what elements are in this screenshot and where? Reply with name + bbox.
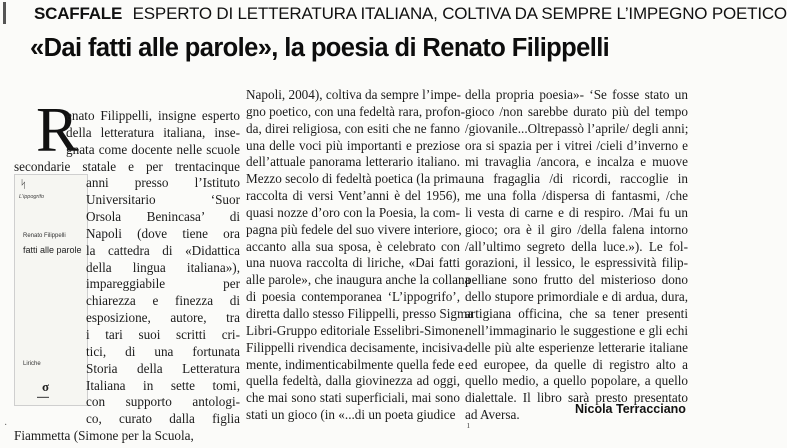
- text-line: della lingua italiana»),: [86, 259, 240, 275]
- cover-genre: Liriche: [23, 361, 41, 367]
- text-line: co, curato dalla figlia: [86, 411, 240, 427]
- text-line: diretta dallo stesso Filippelli, presso Sigma: [246, 305, 474, 321]
- text-line: una fragaglia /di ricordi, raccoglie in: [465, 171, 688, 187]
- cover-series-name: L’ippogrifo: [19, 194, 45, 200]
- text-line: Libri-Gruppo editoriale Esselibri-Simone.: [246, 322, 468, 338]
- text-line: gnata come docente nelle scuole: [66, 141, 240, 157]
- scan-mark: ·: [4, 420, 8, 431]
- text-line: ed europee, da quelle di registro alto a: [465, 356, 688, 372]
- pegasus-logo-icon: ᛋ: [20, 179, 27, 191]
- text-line: enato Filippelli, insigne esperto: [66, 108, 240, 123]
- text-line: alle parole», che inaugura anche la collana: [246, 272, 471, 288]
- text-line: me una folla /dispersa di fantasmi, /che: [465, 188, 688, 204]
- text-line: nell’immaginario le suggestione e gli echi: [465, 322, 688, 338]
- drop-cap: R: [36, 94, 79, 165]
- text-line: con supporto antologi-: [86, 394, 240, 410]
- text-line: di poesia contemporanea ‘L’ippogrifo’,: [246, 289, 460, 305]
- text-line: quasi nozze d’oro con la Poesia, la com-: [246, 204, 460, 220]
- text-line: /all’ultimo segreto della luce.»). Le fol-: [465, 238, 688, 254]
- text-line: Universitario ‘Suor: [86, 192, 240, 208]
- text-line: gno poetico, con una fedeltà rara, profon-: [246, 103, 465, 119]
- text-line: da, direi religiosa, con esiti che ne fanno: [246, 120, 460, 136]
- cover-author: Renato Filippelli: [23, 233, 66, 239]
- text-line: dialettale. Il libro sarà presto presentato: [465, 390, 688, 406]
- article-column-1: [14, 108, 240, 445]
- text-line: pagna più fedele del suo vivere interiore,: [246, 221, 462, 237]
- text-line: accanto alla sua sposa, è celebrato con: [246, 238, 460, 254]
- text-line: della letteratura italiana, inse-: [66, 124, 240, 140]
- publisher-mark-icon: ▬▬▬: [37, 394, 49, 399]
- text-line: una nuova raccolta di liriche, «Dai fatti: [246, 255, 460, 271]
- text-line: Mezzo secolo di fedeltà poetica (la prima: [246, 171, 465, 187]
- text-line: secondarie statale e per trentacinque: [14, 158, 240, 174]
- cover-title: fatti alle parole: [23, 245, 82, 255]
- text-line: dello stupore primordiale e di ardua, dura,: [465, 289, 688, 305]
- article-column-2: [246, 87, 474, 424]
- text-line: gioco /non sarebbe durato più del tempo: [465, 103, 688, 119]
- text-line: Napoli, 2004), coltiva da sempre l’impe-: [246, 87, 461, 102]
- text-line: anni presso l’Istituto: [86, 175, 240, 191]
- text-line: che mai sono stati superficiali, mai sono: [246, 390, 460, 406]
- text-line: raccolta di versi Vent’anni è del 1956),: [246, 188, 460, 204]
- text-line: quella fedeltà, dalla giovinezza ad oggi,: [246, 373, 460, 389]
- section-label: SCAFFALE: [34, 4, 123, 23]
- text-line: i tari suoi scritti cri-: [86, 326, 240, 342]
- text-line: pelliane sono frutto del misterioso dono: [465, 272, 688, 288]
- clipping-edge-mark: [3, 2, 6, 24]
- text-line: mente, indimenticabilmente quella fede e: [246, 356, 464, 372]
- text-line: Italiana in sette tomi,: [86, 377, 240, 393]
- text-line: mi travaglia /ancora, e incalza e muove: [465, 154, 688, 170]
- text-line: quello medio, a quello popolare, a quello: [465, 373, 688, 389]
- scan-mark: ı: [467, 420, 470, 431]
- article-title: «Dai fatti alle parole», la poesia di Renato Filippelli: [30, 34, 610, 62]
- text-line: delle più alte esperienze letterarie italiane: [465, 339, 688, 355]
- text-line: Storia della Letteratura: [86, 360, 240, 376]
- text-line: ad Aversa.: [465, 407, 520, 423]
- text-line: gioco; ora è il giro /della falena intorno: [465, 221, 688, 237]
- text-line: una delle voci più importanti e preziose: [246, 137, 460, 153]
- text-line: li vesta di carne e di respiro. /Mai fu un: [465, 204, 688, 220]
- kicker-text: ESPERTO DI LETTERATURA ITALIANA, COLTIVA DA SEMPRE L’IMPEGNO POETICO: [132, 4, 787, 23]
- text-line: ora si spazia per i vitrei /cieli d’inverno e: [465, 137, 688, 153]
- section-kicker: [34, 4, 787, 24]
- text-line: impareggiabile per: [86, 276, 240, 292]
- author-signature: Nicola Terracciano: [575, 402, 686, 416]
- text-line: Fiammetta (Simone per la Scuola,: [14, 428, 194, 444]
- text-line: gorazioni, il lessico, le espressività filip-: [465, 255, 688, 271]
- text-line: dell’attuale panorama letterario italiano.: [246, 154, 460, 170]
- publisher-logo-icon: σ: [42, 379, 50, 394]
- text-line: stati un gioco (in «...di un poeta giudice: [246, 407, 456, 423]
- text-line: la cattedra di «Didattica: [86, 242, 240, 258]
- text-line: artigiana officina, che sa tener presenti: [465, 305, 688, 321]
- text-line: Napoli (dove tiene ora: [86, 225, 240, 241]
- text-line: /giovanile...Oltrepassò l’aprile/ degli anni;: [465, 120, 689, 136]
- text-line: Filippelli rivendica decisamente, incisiva-: [246, 339, 468, 355]
- text-line: Orsola Benincasa’ di: [86, 209, 240, 225]
- text-line: esposizione, autore, tra: [86, 310, 240, 326]
- text-line: tici, di una fortunata: [86, 343, 240, 359]
- text-line: chiarezza e finezza di: [86, 293, 240, 309]
- article-column-3: [465, 87, 688, 424]
- text-line: della propria poesia»- ‘Se fosse stato un: [465, 87, 688, 102]
